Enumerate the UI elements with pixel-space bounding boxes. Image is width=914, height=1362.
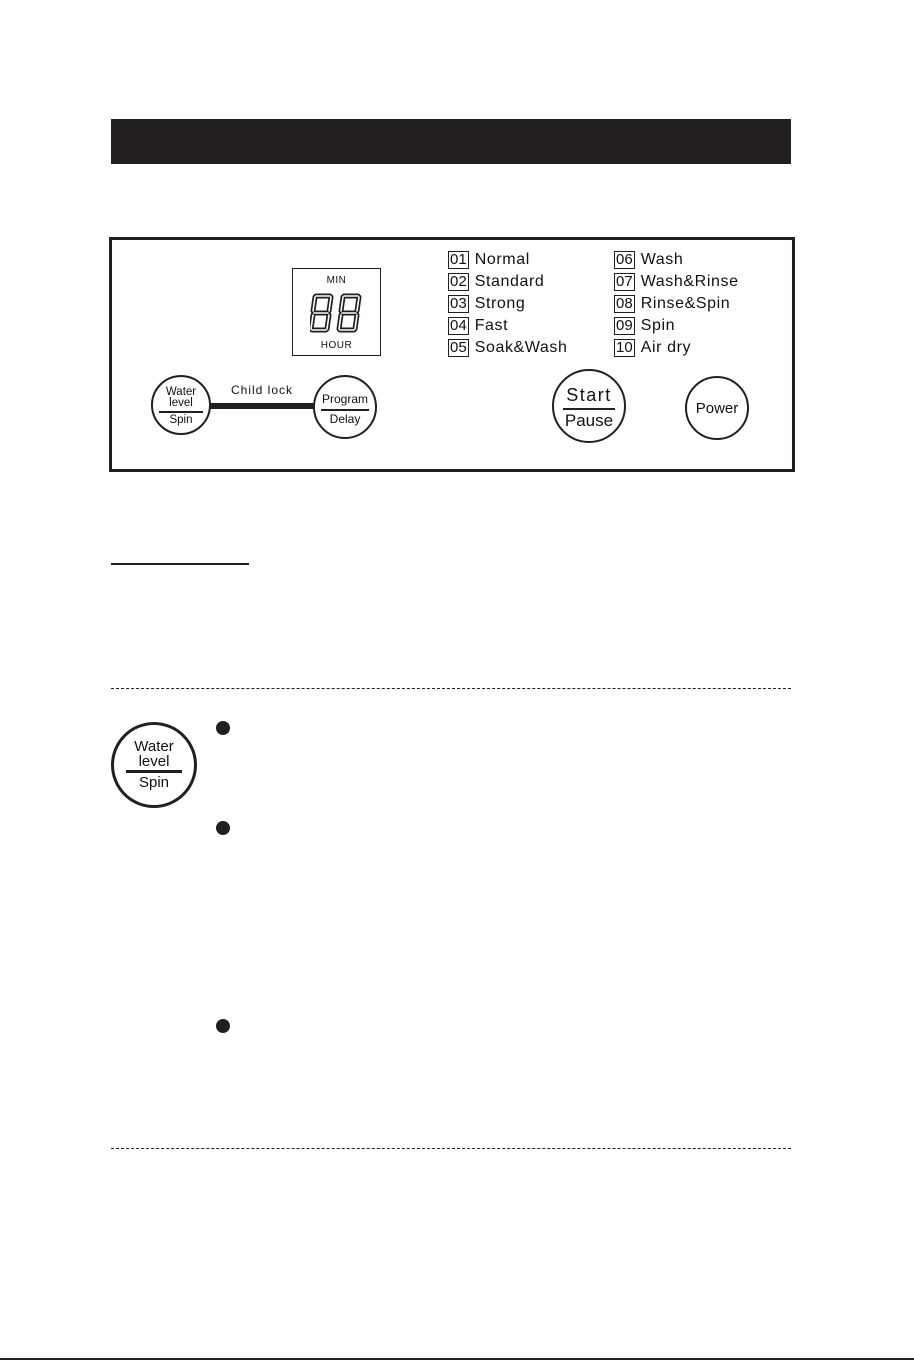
program-item bbox=[448, 250, 530, 270]
icon-water-level-label: Water level bbox=[134, 738, 174, 770]
water-level-spin-icon bbox=[111, 722, 197, 808]
program-label: Program bbox=[321, 392, 368, 406]
power-label: Power bbox=[695, 400, 739, 417]
spin-label: Spin bbox=[169, 414, 193, 426]
display-min-label: MIN bbox=[326, 275, 347, 286]
pause-label: Pause bbox=[564, 411, 614, 430]
child-lock-bar bbox=[208, 403, 314, 409]
bullet-icon bbox=[216, 721, 230, 735]
program-name: Standard bbox=[474, 273, 545, 290]
program-delay-button[interactable] bbox=[313, 375, 377, 439]
program-item bbox=[614, 272, 739, 292]
child-lock-label: Child lock bbox=[231, 383, 294, 397]
display-digits bbox=[310, 293, 364, 333]
button-divider bbox=[563, 408, 615, 410]
section-header-bar bbox=[111, 119, 791, 164]
program-item bbox=[448, 338, 568, 358]
dashed-divider-top bbox=[111, 688, 791, 689]
program-number: 01 bbox=[450, 251, 467, 268]
program-number: 06 bbox=[616, 251, 633, 268]
program-number: 10 bbox=[616, 339, 633, 356]
program-number: 05 bbox=[450, 339, 467, 356]
program-name: Spin bbox=[640, 317, 676, 334]
delay-label: Delay bbox=[329, 412, 361, 426]
program-number: 07 bbox=[616, 273, 633, 290]
bullet-icon bbox=[216, 1019, 230, 1033]
program-item bbox=[614, 294, 730, 314]
page-bottom-rule bbox=[0, 1358, 914, 1360]
program-name: Fast bbox=[474, 317, 509, 334]
display-hour-label: HOUR bbox=[320, 340, 353, 351]
start-pause-button[interactable] bbox=[552, 369, 626, 443]
start-label: Start bbox=[566, 385, 612, 405]
program-name: Soak&Wash bbox=[474, 339, 568, 356]
dashed-divider-bottom bbox=[111, 1148, 791, 1149]
program-number: 02 bbox=[450, 273, 467, 290]
program-name: Wash&Rinse bbox=[640, 273, 739, 290]
program-item bbox=[614, 316, 675, 336]
water-level-label: Water level bbox=[165, 386, 197, 409]
program-number: 03 bbox=[450, 295, 467, 312]
program-name: Wash bbox=[640, 251, 684, 268]
button-divider bbox=[159, 411, 203, 413]
program-name: Rinse&Spin bbox=[640, 295, 731, 312]
button-divider bbox=[321, 409, 369, 411]
program-item bbox=[614, 250, 683, 270]
program-name: Air dry bbox=[640, 339, 692, 356]
section-underline bbox=[111, 563, 249, 565]
water-level-spin-button[interactable] bbox=[151, 375, 211, 435]
power-button[interactable] bbox=[685, 376, 749, 440]
program-number: 04 bbox=[450, 317, 467, 334]
program-item bbox=[614, 338, 691, 358]
time-display bbox=[292, 268, 381, 356]
program-name: Strong bbox=[474, 295, 526, 312]
bullet-icon bbox=[216, 821, 230, 835]
program-item bbox=[448, 316, 508, 336]
program-item bbox=[448, 272, 544, 292]
program-item bbox=[448, 294, 525, 314]
program-name: Normal bbox=[474, 251, 530, 268]
program-number: 08 bbox=[616, 295, 633, 312]
program-number: 09 bbox=[616, 317, 633, 334]
icon-divider bbox=[126, 770, 182, 773]
icon-spin-label: Spin bbox=[138, 774, 170, 791]
